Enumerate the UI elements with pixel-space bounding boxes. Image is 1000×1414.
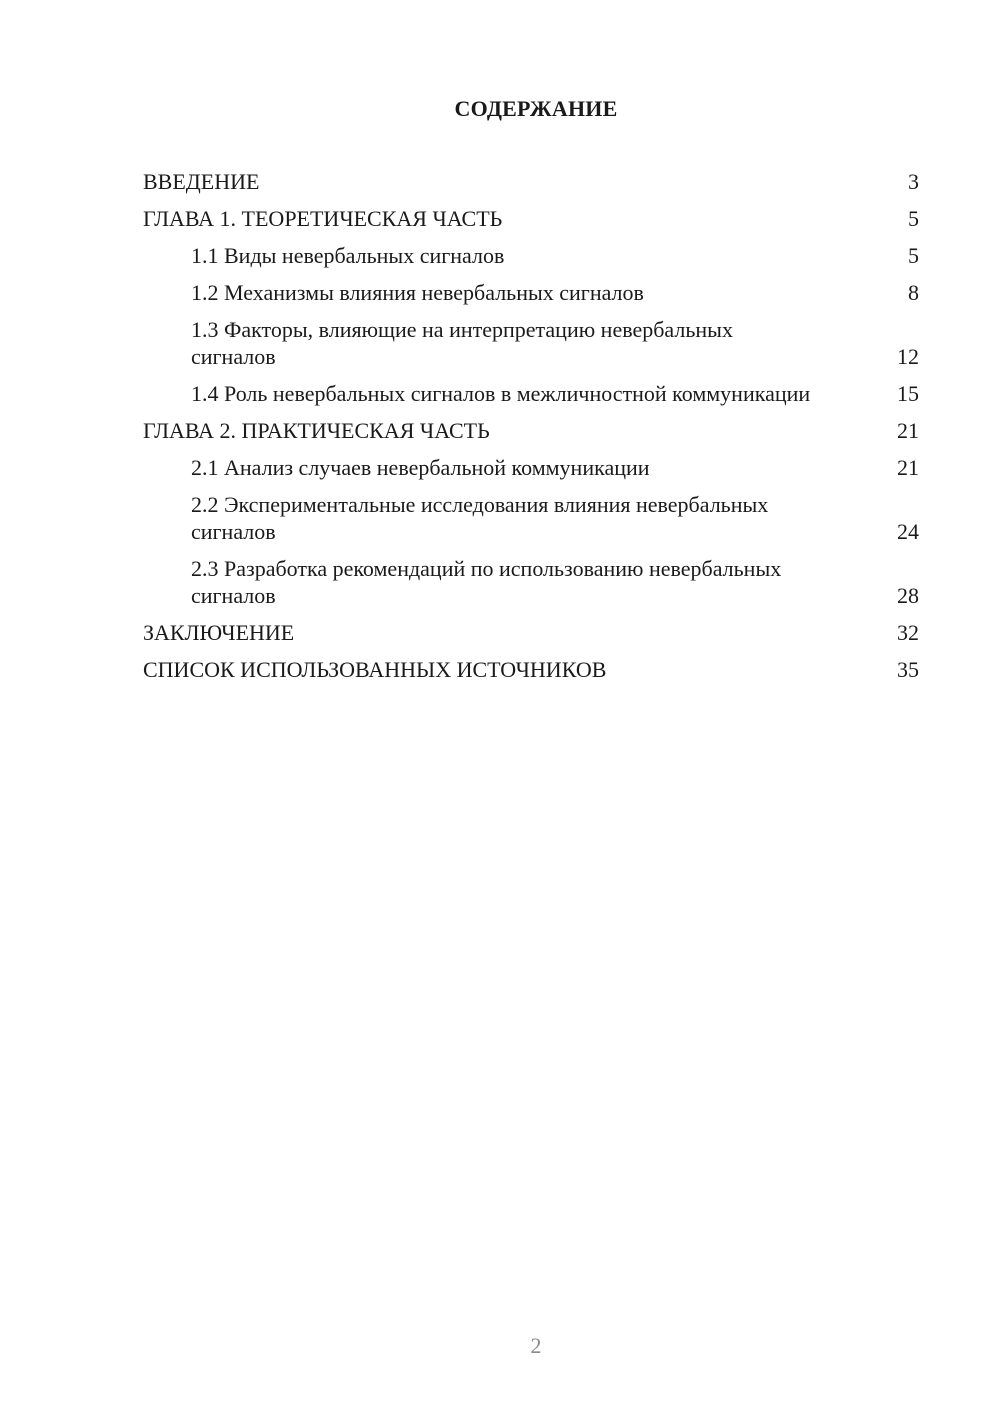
toc-entry-text: 1.2 Механизмы влияния невербальных сигналов <box>191 280 644 305</box>
toc-entry-page: 35 <box>897 657 919 682</box>
toc-entry-section-2-1[interactable] <box>143 454 919 481</box>
toc-entry-page: 21 <box>897 418 919 443</box>
toc-entry-page: 8 <box>908 280 919 305</box>
toc-entry-page: 28 <box>897 583 919 608</box>
toc-entry-text: 2.2 Экспериментальные исследования влияния невербальных сигналов <box>191 492 769 544</box>
page-number: 2 <box>530 1333 542 1358</box>
toc-entry-section-1-3[interactable] <box>143 316 919 370</box>
toc-entry-section-2-2[interactable] <box>143 491 919 545</box>
toc-entry-text: ВВЕДЕНИЕ <box>143 169 260 194</box>
toc-entry-page: 15 <box>897 381 919 406</box>
toc-entry-references[interactable] <box>143 656 919 683</box>
toc-entry-text: ЗАКЛЮЧЕНИЕ <box>143 620 295 645</box>
toc-entry-introduction[interactable] <box>143 168 919 195</box>
toc-entry-page: 3 <box>908 169 919 194</box>
toc-entry-section-1-1[interactable] <box>143 242 919 269</box>
toc-entry-chapter-2[interactable] <box>143 417 919 444</box>
toc-entry-text: 2.3 Разработка рекомендаций по использованию невербальных сигналов <box>191 556 782 608</box>
toc-entry-page: 24 <box>897 519 919 544</box>
toc-entry-text: 1.1 Виды невербальных сигналов <box>191 243 505 268</box>
toc-entry-text: 1.4 Роль невербальных сигналов в межличностной коммуникации <box>191 381 811 406</box>
toc-title: СОДЕРЖАНИЕ <box>454 96 618 121</box>
toc-entry-text: ГЛАВА 2. ПРАКТИЧЕСКАЯ ЧАСТЬ <box>143 418 490 443</box>
toc-entry-conclusion[interactable] <box>143 619 919 646</box>
toc-entry-text: 1.3 Факторы, влияющие на интерпретацию невербальных сигналов <box>191 317 733 369</box>
toc-entry-page: 5 <box>908 243 919 268</box>
toc-entry-section-1-4[interactable] <box>143 380 919 407</box>
toc-entry-text: ГЛАВА 1. ТЕОРЕТИЧЕСКАЯ ЧАСТЬ <box>143 206 503 231</box>
toc-entry-page: 5 <box>908 206 919 231</box>
toc-entry-text: 2.1 Анализ случаев невербальной коммуникации <box>191 455 650 480</box>
table-of-contents <box>143 168 919 693</box>
toc-entry-section-2-3[interactable] <box>143 555 919 609</box>
toc-entry-section-1-2[interactable] <box>143 279 919 306</box>
toc-entry-page: 32 <box>897 620 919 645</box>
toc-entry-chapter-1[interactable] <box>143 205 919 232</box>
toc-entry-text: СПИСОК ИСПОЛЬЗОВАННЫХ ИСТОЧНИКОВ <box>143 657 607 682</box>
toc-entry-page: 12 <box>897 344 919 369</box>
toc-entry-page: 21 <box>897 455 919 480</box>
